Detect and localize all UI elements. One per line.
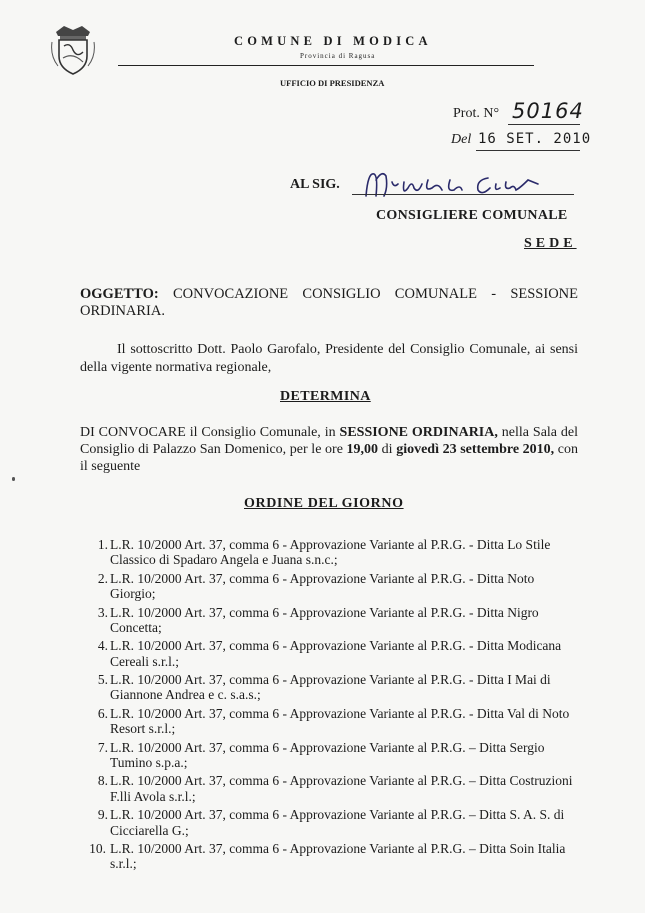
list-item-text: L.R. 10/2000 Art. 37, comma 6 - Approvazione Variante al P.R.G. - Ditta Noto Giorgio; bbox=[110, 570, 535, 602]
list-item-text: L.R. 10/2000 Art. 37, comma 6 - Approvazione Variante al P.R.G. - Ditta Nigro Concetta; bbox=[110, 604, 539, 635]
list-item-text: L.R. 10/2000 Art. 37, comma 6 - Approvazione Variante al P.R.G. - Ditta Lo Stile Classico di Spadaro Angela e Juana s.n.c.; bbox=[110, 537, 551, 568]
list-item-number: 6. bbox=[97, 705, 108, 721]
list-item bbox=[90, 706, 580, 737]
list-item bbox=[90, 537, 580, 568]
list-item-text: L.R. 10/2000 Art. 37, comma 6 - Approvazione Variante al P.R.G. – Ditta Costruzioni F.lli Avola s.r.l.; bbox=[110, 773, 573, 804]
list-item-text: L.R. 10/2000 Art. 37, comma 6 - Approvazione Variante al P.R.G. - Ditta Modicana Cereali s.r.l.; bbox=[110, 638, 562, 669]
date-underline bbox=[476, 150, 580, 151]
subject-text: CONVOCAZIONE CONSIGLIO COMUNALE - SESSIONE ORDINARIA. bbox=[80, 286, 578, 319]
list-item bbox=[90, 571, 580, 602]
list-item bbox=[90, 773, 580, 804]
date-stamp: 16 SET. 2010 bbox=[478, 131, 592, 147]
decision-paragraph bbox=[80, 424, 578, 475]
coat-of-arms-icon bbox=[50, 22, 96, 76]
prot-number: 50164 bbox=[512, 99, 584, 123]
decision-text-3: di bbox=[381, 442, 393, 457]
list-item bbox=[90, 638, 580, 669]
list-item-number: 8. bbox=[97, 773, 108, 789]
list-item bbox=[90, 807, 580, 838]
list-item bbox=[90, 841, 580, 872]
determina-heading: DETERMINA bbox=[280, 389, 371, 404]
list-item-number: 3. bbox=[97, 604, 108, 620]
list-item-text: L.R. 10/2000 Art. 37, comma 6 - Approvazione Variante al P.R.G. - Ditta Val di Noto Resort s.r.l.; bbox=[110, 705, 570, 737]
del-label: Del bbox=[451, 132, 472, 147]
al-sig-label: AL SIG. bbox=[290, 177, 340, 192]
list-item-number: 1. bbox=[97, 537, 108, 552]
provincia-text: Provincia di Ragusa bbox=[300, 52, 376, 60]
recipient-role: CONSIGLIERE COMUNALE bbox=[376, 208, 568, 223]
decision-date: giovedì 23 settembre 2010, bbox=[396, 442, 555, 457]
list-item-text: L.R. 10/2000 Art. 37, comma 6 - Approvazione Variante al P.R.G. – Ditta Soin Italia s.r.l.; bbox=[110, 841, 566, 872]
list-item-number: 10. bbox=[89, 841, 106, 857]
prot-underline bbox=[508, 124, 580, 125]
list-item-number: 4. bbox=[97, 638, 108, 654]
ordine-del-giorno-heading: ORDINE DEL GIORNO bbox=[244, 496, 404, 511]
list-item-number: 5. bbox=[97, 672, 108, 688]
list-item bbox=[90, 672, 580, 703]
ufficio-text: UFFICIO DI PRESIDENZA bbox=[280, 78, 385, 88]
scan-speck bbox=[12, 477, 15, 481]
decision-time: 19,00 bbox=[346, 442, 379, 457]
header-divider bbox=[118, 65, 534, 66]
list-item-text: L.R. 10/2000 Art. 37, comma 6 - Approvazione Variante al P.R.G. - Ditta I Mai di Giannone Andrea e c. s.a.s.; bbox=[110, 672, 551, 703]
list-item-text: L.R. 10/2000 Art. 37, comma 6 - Approvazione Variante al P.R.G. – Ditta Sergio Tumino s.p.a.; bbox=[110, 739, 545, 770]
subject-label: OGGETTO: bbox=[80, 286, 159, 302]
subject bbox=[80, 286, 578, 320]
decision-text-4: con il seguente bbox=[80, 442, 579, 474]
list-item bbox=[90, 605, 580, 636]
intro-paragraph: Il sottoscritto Dott. Paolo Garofalo, Presidente del Consiglio Comunale, ai sensi della vigente normativa regionale, bbox=[80, 342, 578, 375]
decision-session: SESSIONE ORDINARIA, bbox=[339, 425, 498, 440]
decision-text-1: DI CONVOCARE il Consiglio Comunale, in bbox=[80, 425, 336, 440]
comune-title: COMUNE DI MODICA bbox=[234, 34, 432, 48]
list-item-text: L.R. 10/2000 Art. 37, comma 6 - Approvazione Variante al P.R.G. – Ditta S. A. S. di Cicciarella G.; bbox=[110, 807, 565, 838]
prot-label: Prot. N° bbox=[453, 106, 500, 121]
list-item-number: 9. bbox=[97, 807, 108, 823]
list-item bbox=[90, 740, 580, 771]
list-item-number: 2. bbox=[97, 570, 108, 586]
recipient-underline bbox=[352, 194, 574, 195]
recipient-sede: SEDE bbox=[524, 236, 577, 251]
decision-text-2: nella Sala del Consiglio di Palazzo San Domenico, per le ore bbox=[80, 425, 579, 457]
agenda-list bbox=[90, 537, 580, 875]
list-item-number: 7. bbox=[97, 739, 108, 755]
handwritten-recipient-name bbox=[358, 166, 543, 202]
